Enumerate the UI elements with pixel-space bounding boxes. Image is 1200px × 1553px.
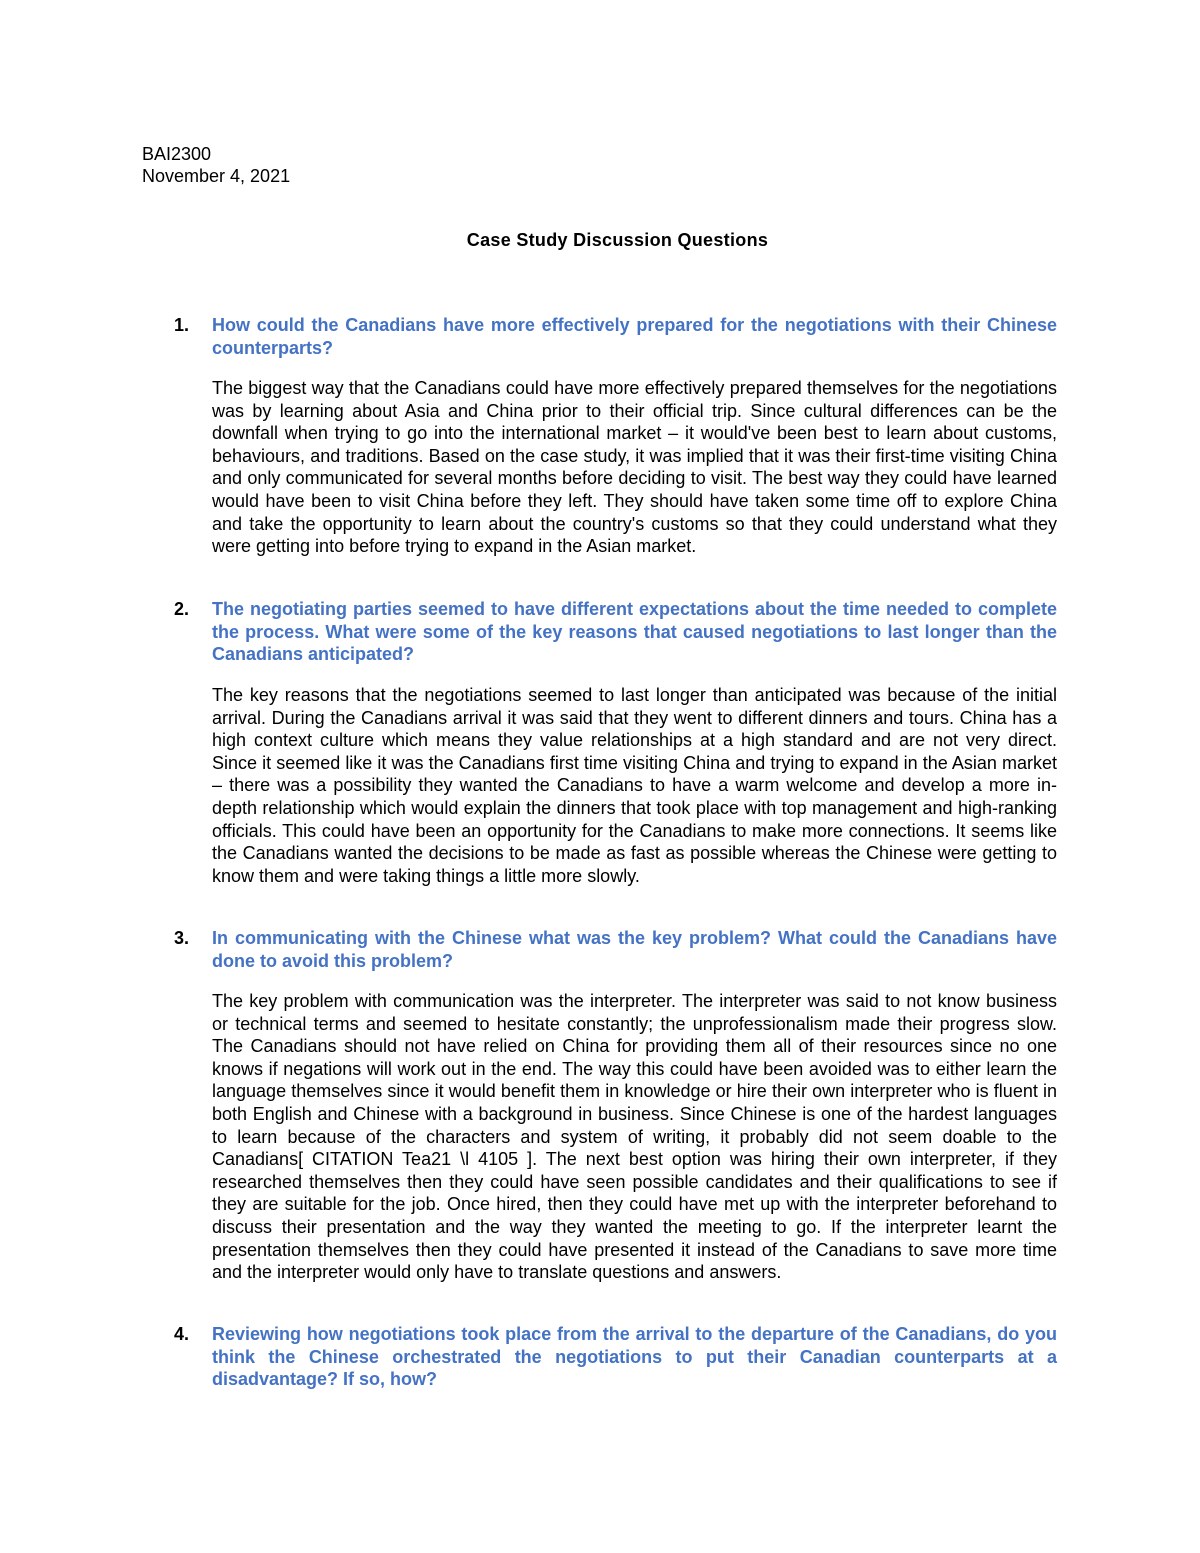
question-text: The negotiating parties seemed to have different expectations about the time needed to complete the process. What were some of the key reasons that caused negotiations to last longer than the Canadians anticipated? bbox=[212, 599, 1057, 665]
course-code: BAI2300 bbox=[142, 144, 212, 164]
question-number: 1. bbox=[174, 315, 190, 335]
document-title: Case Study Discussion Questions bbox=[466, 230, 769, 250]
question-number: 3. bbox=[174, 928, 190, 948]
document-header bbox=[142, 143, 290, 187]
answer-text: The key problem with communication was the interpreter. The interpreter was said to not know business or technical terms and seemed to hesitate constantly; the unprofessionalism made their progress slow. The Canadians should not have relied on China for providing them all of their resources since no one knows if negations will work out in the end. The way this could have been avoided was to either learn the language themselves since it would benefit them in knowledge or hire their own interpreter who is fluent in both English and Chinese with a background in business. Since Chinese is one of the hardest languages to learn because of the characters and system of writing, it probably did not seem doable to the Canadians[ CITATION Tea21 \l 4105 ]. The next best option was hiring their own interpreter, if they researched themselves then they could have seen possible candidates and their qualifications to see if they are suitable for the job. Once hired, then they could have met up with the interpreter beforehand to discuss their presentation and the way they wanted the meeting to go. If the interpreter learnt the presentation themselves then they could have presented it instead of the Canadians to save more time and the interpreter would only have to translate questions and answers. bbox=[212, 991, 1057, 1283]
answer-text: The biggest way that the Canadians could have more effectively prepared themselves for the negotiations was by learning about Asia and China prior to their official trip. Since cultural differences can be the downfall when trying to go into the international market – it would've been best to learn about customs, behaviours, and traditions. Based on the case study, it was implied that it was their first-time visiting China and only communicated for several months before deciding to visit. The best way they could have learned would have been to visit China before they left. They should have taken some time off to explore China and take the opportunity to learn about the country's customs so that they could understand what they were getting into before trying to expand in the Asian market. bbox=[212, 378, 1057, 557]
answer-text: The key reasons that the negotiations seemed to last longer than anticipated was because of the initial arrival. During the Canadians arrival it was said that they went to different dinners and tours. China has a high context culture which means they value relationships at a high standard and are not very direct. Since it seemed like it was the Canadians first time visiting China and trying to expand in the Asian market – there was a possibility they wanted the Canadians to have a warm welcome and develop a more in-depth relationship which would explain the dinners that took place with top management and high-ranking officials. This could have been an opportunity for the Canadians to make more connections. It seems like the Canadians wanted the decisions to be made as fast as possible whereas the Chinese were getting to know them and were taking things a little more slowly. bbox=[212, 685, 1057, 886]
document-date: November 4, 2021 bbox=[142, 166, 291, 186]
question-text: In communicating with the Chinese what was the key problem? What could the Canadians have done to avoid this problem? bbox=[212, 928, 1057, 971]
question-text: Reviewing how negotiations took place from the arrival to the departure of the Canadians, do you think the Chinese orchestrated the negotiations to put their Canadian counterparts at a disadvantage? If so, how? bbox=[212, 1324, 1057, 1390]
question-text: How could the Canadians have more effectively prepared for the negotiations with their Chinese counterparts? bbox=[212, 315, 1057, 358]
question-number: 2. bbox=[174, 599, 190, 619]
question-number: 4. bbox=[174, 1324, 190, 1344]
